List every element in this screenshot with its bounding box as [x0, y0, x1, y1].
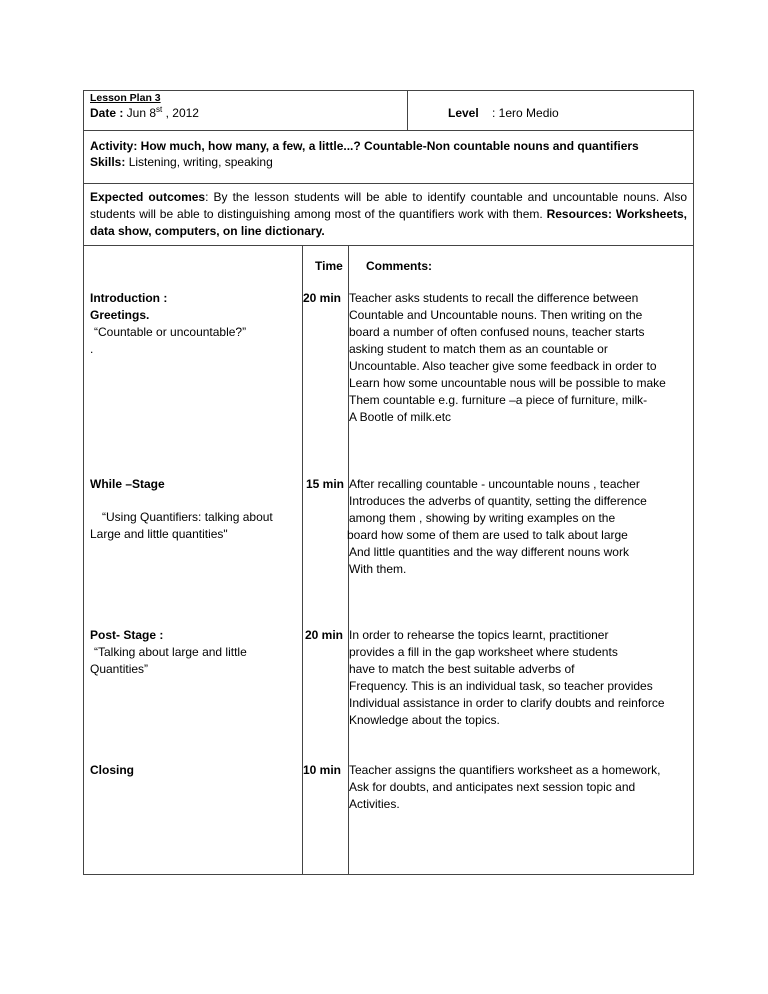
lesson-plan-title: Lesson Plan 3	[90, 92, 161, 104]
resources-value: Worksheets, data show, computers, on line dictionary.	[90, 207, 687, 238]
header-column-divider	[407, 91, 408, 130]
stage-title: Closing	[90, 763, 134, 777]
comment-line: In order to rehearse the topics learnt, practitioner	[349, 628, 609, 642]
comment-line: board a number of often confused nouns, teacher starts	[349, 325, 645, 339]
stage-description: “Talking about large and little	[94, 645, 247, 659]
comment-line: Teacher asks students to recall the difference between	[349, 291, 639, 305]
stage-comments	[349, 290, 666, 426]
stage-title: While –Stage	[90, 477, 165, 491]
stage-comments	[349, 476, 647, 578]
stage-title: Post- Stage :	[90, 628, 164, 642]
row-divider	[84, 130, 693, 131]
comment-line: Activities.	[349, 797, 400, 811]
stage-comments	[349, 762, 661, 813]
outcomes-text: : By the lesson students will be able to identify countable and uncountable nouns. Also students will be able to distinguishing among most of the quantifiers work with them.	[90, 190, 688, 221]
skills-label: Skills:	[90, 155, 126, 169]
comment-line: After recalling countable - uncountable nouns , teacher	[349, 477, 640, 491]
level-label: Level	[448, 106, 479, 120]
stage-title: Introduction :	[90, 291, 168, 305]
comment-line: Countable and Uncountable nouns. Then writing on the	[349, 308, 643, 322]
comment-line: Knowledge about the topics.	[349, 713, 500, 727]
row-divider	[84, 245, 693, 246]
date-line	[90, 105, 199, 122]
comment-line: Them countable e.g. furniture –a piece of furniture, milk-	[349, 393, 648, 407]
comment-line: Individual assistance in order to clarify doubts and reinforce	[349, 696, 665, 710]
skills-line	[90, 154, 273, 171]
comment-line: With them.	[349, 562, 407, 576]
comment-line: asking student to match them as an countable or	[349, 342, 608, 356]
stage-time: 20 min	[305, 628, 344, 642]
comments-column-header: Comments:	[366, 259, 433, 273]
comment-line: Learn how some uncountable nous will be possible to make	[349, 376, 666, 390]
comment-line: Teacher assigns the quantifiers worksheet as a homework,	[349, 763, 661, 777]
activity-line	[90, 138, 639, 155]
comment-line: provides a fill in the gap worksheet where students	[349, 645, 618, 659]
outcomes-label: Expected outcomes	[90, 190, 206, 204]
skills-value: Listening, writing, speaking	[125, 155, 273, 169]
stage-comments	[349, 627, 665, 729]
comment-line: Introduces the adverbs of quantity, setting the difference	[349, 494, 647, 508]
time-column-divider	[302, 245, 303, 875]
stage-description: Large and little quantities"	[90, 527, 228, 541]
comment-line: board how some of them are used to talk about large	[347, 528, 628, 542]
stage-time: 10 min	[303, 763, 342, 777]
comment-line: And little quantities and the way different nouns work	[349, 545, 629, 559]
comment-line: have to match the best suitable adverbs of	[349, 662, 575, 676]
resources-label: Resources:	[546, 207, 612, 221]
stage-time: 15 min	[306, 477, 345, 491]
comment-line: Ask for doubts, and anticipates next session topic and	[349, 780, 636, 794]
date-year: , 2012	[162, 106, 199, 120]
expected-outcomes	[90, 189, 687, 240]
stage-subtitle: Greetings.	[90, 308, 150, 322]
comment-line: Uncountable. Also teacher give some feedback in order to	[349, 359, 657, 373]
row-divider	[84, 183, 693, 184]
level-value: : 1ero Medio	[492, 106, 559, 120]
comment-line: A Bootle of milk.etc	[349, 410, 452, 424]
lesson-plan-table	[83, 90, 694, 875]
stage-description: “Using Quantifiers: talking about	[102, 510, 273, 524]
comment-line: among them , showing by writing examples on the	[349, 511, 616, 525]
date-suffix: st	[156, 105, 163, 114]
date-value: Jun 8	[123, 106, 157, 120]
comment-line: Frequency. This is an individual task, so teacher provides	[349, 679, 653, 693]
time-column-header: Time	[315, 259, 343, 273]
stage-time: 20 min	[303, 291, 342, 305]
stage-description: “Countable or uncountable?”	[94, 325, 247, 339]
date-label: Date :	[90, 106, 124, 120]
activity-label: Activity:	[90, 139, 138, 153]
activity-value: How much, how many, a few, a little...? Countable-Non countable nouns and quantifiers	[137, 139, 639, 153]
stage-description: .	[90, 342, 94, 356]
stage-description: Quantities”	[90, 662, 149, 676]
